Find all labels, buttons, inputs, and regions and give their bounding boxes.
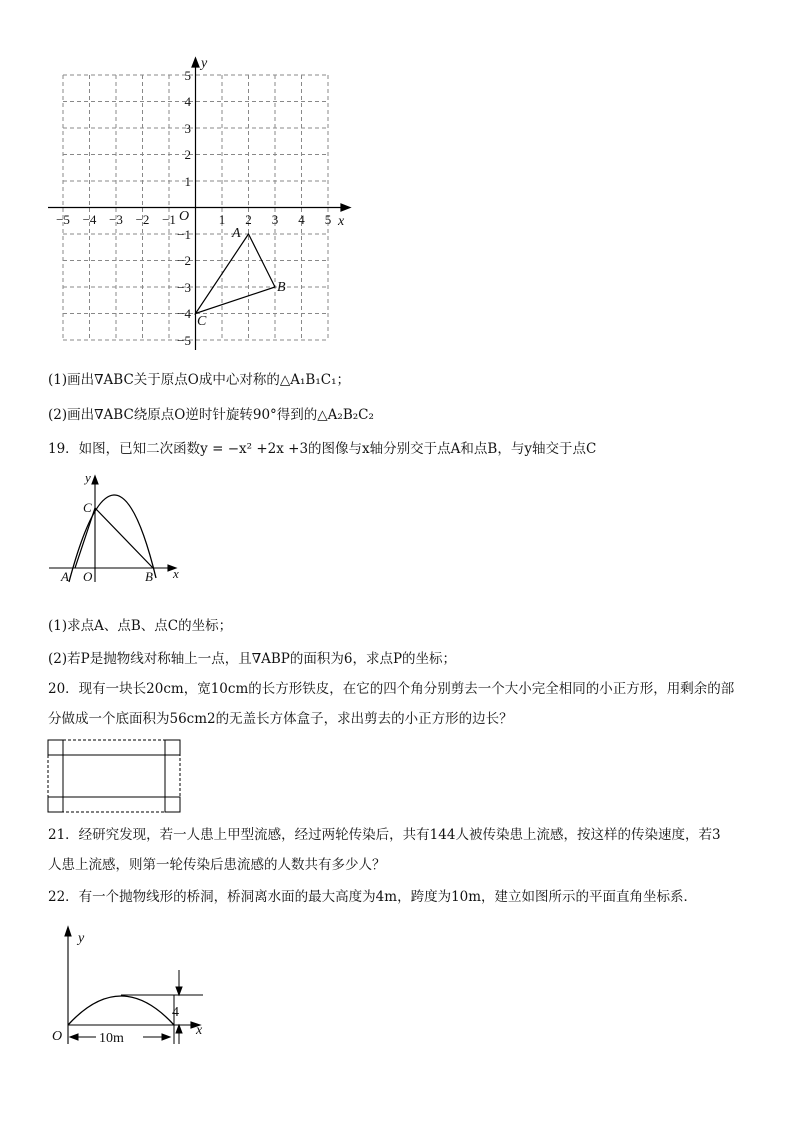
x-tick: −2 — [135, 212, 150, 227]
x-axis-label: x — [173, 566, 179, 581]
y-tick: −1 — [177, 227, 191, 242]
sheet-figure — [45, 737, 185, 817]
q20-line2: 分做成一个底面积为56cm2的无盖长方体盒子，求出剪去的小正方形的边长？ — [48, 711, 513, 727]
parabola-figure — [45, 470, 195, 585]
x-tick-labels — [56, 212, 331, 227]
y-tick: −2 — [177, 253, 191, 268]
y-tick: 4 — [184, 94, 191, 109]
point-b-label: B — [277, 280, 286, 295]
q21-line1: 21．经研究发现，若一人患上甲型流感，经过两轮传染后，共有144人被传染患上流感，按这样的传染速度，若3 — [48, 827, 721, 843]
x-tick: 4 — [298, 212, 305, 227]
origin-label: O — [83, 569, 93, 584]
y-tick: −4 — [177, 306, 191, 321]
x-axis-label: x — [338, 214, 345, 229]
sheet-outline — [48, 740, 180, 812]
y-tick: −5 — [177, 333, 191, 348]
q22-stem: 22．有一个抛物线形的桥洞，桥洞离水面的最大高度为4m，跨度为10m，建立如图所示的平面直角坐标系． — [48, 889, 698, 905]
y-tick: 1 — [184, 174, 191, 189]
x-tick: −3 — [109, 212, 123, 227]
x-tick: 5 — [324, 212, 332, 227]
point-b-label: B — [145, 569, 153, 584]
y-axis-label: y — [201, 56, 208, 71]
x-tick: −1 — [162, 212, 176, 227]
q19-part2: (2)若P是抛物线对称轴上一点，且∇ABP的面积为6，求点P的坐标； — [48, 651, 457, 667]
point-a-label: A — [61, 569, 69, 584]
triangle-abc-19 — [75, 508, 153, 568]
coordinate-grid-figure — [40, 55, 370, 355]
height-label: 4 — [172, 1005, 179, 1020]
y-tick: 2 — [184, 147, 191, 162]
fold-lines — [63, 755, 165, 797]
q18-part1: (1)画出∇ABC关于原点O成中心对称的△A₁B₁C₁； — [48, 372, 350, 388]
bridge-arch — [68, 996, 174, 1025]
origin-label: O — [52, 1029, 63, 1044]
q20-line1: 20．现有一块长20cm，宽10cm的长方形铁皮，在它的四个角分别剪去一个大小完全相同的小正方形，用剩余的部 — [48, 681, 735, 697]
x-axis-label: x — [196, 1023, 203, 1038]
x-tick: 2 — [245, 212, 252, 227]
y-axis-label: y — [85, 470, 91, 485]
point-c-label: C — [83, 500, 92, 515]
y-tick: −3 — [177, 280, 191, 295]
bridge-figure — [48, 922, 218, 1052]
y-tick: 5 — [184, 68, 191, 83]
point-c-label: C — [197, 314, 207, 329]
corner-squares — [48, 740, 180, 812]
triangle-abc — [196, 234, 276, 314]
q21-line2: 人患上流感，则第一轮传染后患流感的人数共有多少人？ — [48, 857, 386, 873]
x-tick: 3 — [271, 212, 279, 227]
span-label: 10m — [99, 1031, 124, 1046]
y-tick: 3 — [184, 121, 191, 136]
y-axis-label: y — [78, 931, 85, 946]
origin-label: O — [179, 209, 190, 224]
q18-part2: (2)画出∇ABC绕原点O逆时针旋转90°得到的△A₂B₂C₂ — [48, 407, 374, 423]
x-tick: 1 — [218, 212, 226, 227]
x-tick: −4 — [82, 212, 97, 227]
q19-part1: (1)求点A、点B、点C的坐标； — [48, 618, 233, 634]
q19-stem: 19．如图，已知二次函数y = −x² +2x +3的图像与x轴分别交于点A和点B，与y轴交于点C — [48, 441, 597, 457]
point-a-label: A — [232, 226, 241, 241]
x-tick: −5 — [56, 212, 70, 227]
